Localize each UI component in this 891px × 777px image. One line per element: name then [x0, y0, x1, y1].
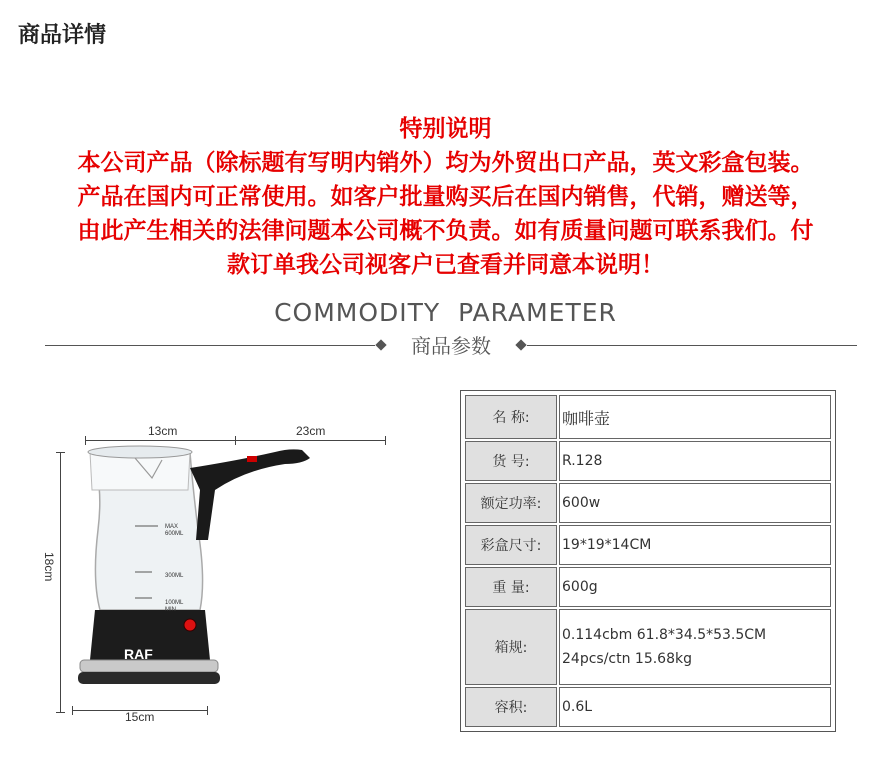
- spec-table-grid: [463, 393, 833, 729]
- dim-label-base: 15cm: [125, 710, 155, 724]
- table-row: [465, 687, 831, 727]
- spec-value: 19*19*14CM: [559, 525, 831, 565]
- spec-key: 货 号:: [465, 441, 557, 481]
- spec-key: 额定功率:: [465, 483, 557, 523]
- table-row: [465, 483, 831, 523]
- section-title-en: COMMODITY PARAMETER: [274, 298, 617, 327]
- table-row: [465, 609, 831, 685]
- product-image: [40, 420, 410, 740]
- spec-value: 0.6L: [559, 687, 831, 727]
- marking-600ml: 600ML: [165, 531, 184, 537]
- divider-line-right: [527, 345, 857, 346]
- spec-key: 名 称:: [465, 395, 557, 439]
- spec-value: 600w: [559, 483, 831, 523]
- table-row: [465, 441, 831, 481]
- spec-key: 重 量:: [465, 567, 557, 607]
- marking-min: MIN: [165, 607, 176, 613]
- table-row: [465, 395, 831, 439]
- spec-value: 600g: [559, 567, 831, 607]
- coffee-pot-illustration: [40, 420, 410, 710]
- gradation-labels: [165, 524, 183, 538]
- marking-300ml: 300ML: [165, 573, 184, 579]
- notice-line: 由此产生相关的法律问题本公司概不负责。如有质量问题可联系我们。付: [77, 218, 814, 244]
- dim-label-handle: 23cm: [296, 424, 326, 438]
- brand-logo: RAF: [124, 646, 153, 662]
- notice-line: 款订单我公司视客户已查看并同意本说明！: [227, 252, 664, 278]
- marking-max: MAX: [165, 524, 179, 530]
- spec-key: 箱规:: [465, 609, 557, 685]
- spec-key: 彩盒尺寸:: [465, 525, 557, 565]
- dim-label-height: 18cm: [42, 552, 56, 582]
- gradation-labels: [165, 600, 183, 614]
- section-divider: [45, 332, 857, 362]
- notice-line: 本公司产品（除标题有写明内销外）均为外贸出口产品，英文彩盒包装。: [77, 150, 814, 176]
- page-title: 商品详情: [18, 23, 107, 48]
- notice-title: 特别说明: [399, 116, 492, 142]
- dim-label-width: 13cm: [148, 424, 178, 438]
- spec-value: R.128: [559, 441, 831, 481]
- special-notice: [0, 112, 891, 282]
- table-row: [465, 525, 831, 565]
- table-row: [465, 567, 831, 607]
- spec-key: 容积:: [465, 687, 557, 727]
- spec-value: 0.114cbm 61.8*34.5*53.5CM 24pcs/ctn 15.68kg: [559, 609, 831, 685]
- spec-value: 咖啡壶: [559, 395, 831, 439]
- dimension-tick: [56, 712, 65, 713]
- spec-table: [460, 390, 836, 732]
- marking-100ml: 100ML: [165, 600, 184, 606]
- notice-line: 产品在国内可正常使用。如客户批量购买后在国内销售，代销，赠送等，: [77, 184, 814, 210]
- section-title-cn: 商品参数: [411, 334, 491, 358]
